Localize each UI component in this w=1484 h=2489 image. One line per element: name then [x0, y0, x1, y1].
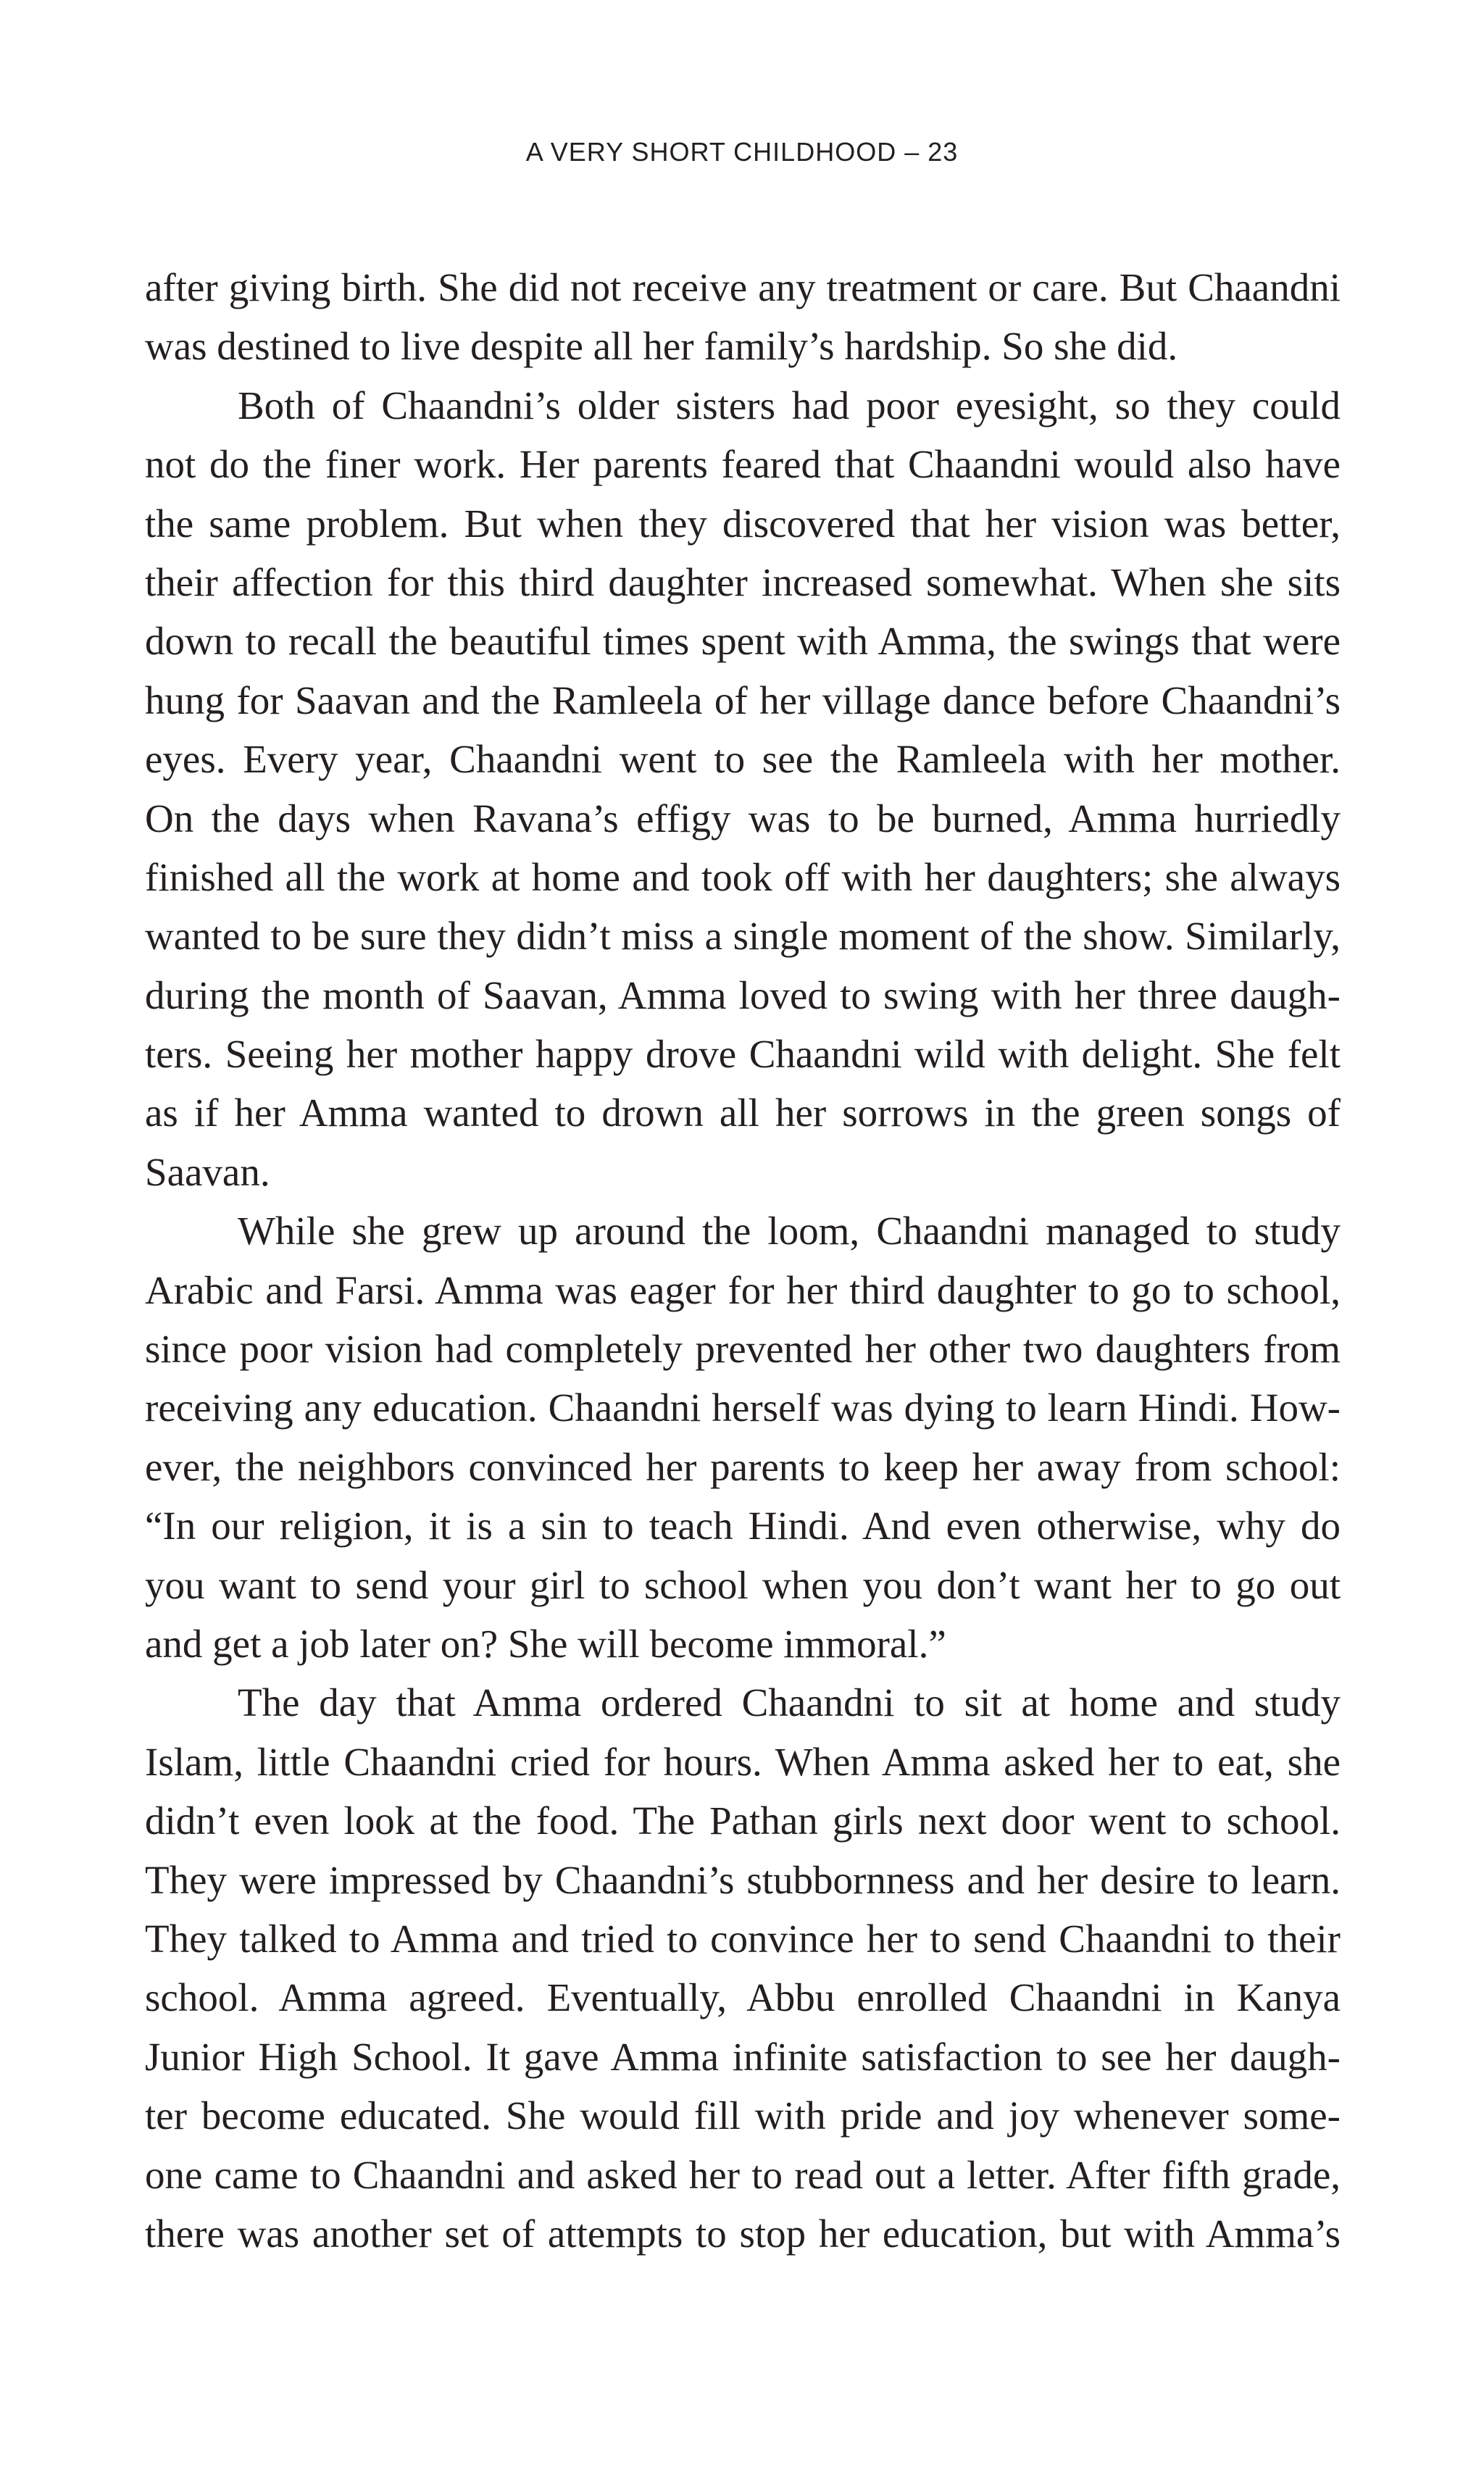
paragraph [145, 1673, 1341, 2263]
text-line: ever, the neighbors convinced her parents to keep her away from school: [145, 1444, 1341, 1489]
text-line: Junior High School. It gave Amma infinite satisfaction to see her daugh- [145, 2034, 1341, 2079]
text-line: didn’t even look at the food. The Pathan girls next door went to school. [145, 1798, 1341, 1843]
text-line: you want to send your girl to school when you don’t want her to go out [145, 1562, 1341, 1607]
text-line: hung for Saavan and the Ramleela of her village dance before Chaandni’s [145, 678, 1341, 722]
text-line: finished all the work at home and took off with her daughters; she always [145, 854, 1341, 899]
paragraph [145, 376, 1341, 1201]
text-line: On the days when Ravana’s effigy was to be burned, Amma hurriedly [145, 796, 1341, 841]
paragraph [145, 258, 1341, 376]
text-line: Islam, little Chaandni cried for hours. When Amma asked her to eat, she [145, 1739, 1341, 1784]
text-line: during the month of Saavan, Amma loved to swing with her three daugh- [145, 972, 1341, 1017]
text-line: wanted to be sure they didn’t miss a single moment of the show. Similarly, [145, 914, 1341, 959]
text-line: their affection for this third daughter increased somewhat. When she sits [145, 559, 1341, 604]
text-line: eyes. Every year, Chaandni went to see the Ramleela with her mother. [145, 737, 1341, 782]
text-line: down to recall the beautiful times spent with Amma, the swings that were [145, 619, 1341, 664]
text-line: They were impressed by Chaandni’s stubbornness and her desire to learn. [145, 1857, 1341, 1902]
text-line: Both of Chaandni’s older sisters had poor eyesight, so they could [238, 383, 1341, 428]
text-line: there was another set of attempts to stop her education, but with Amma’s [145, 2211, 1341, 2256]
text-line: “In our religion, it is a sin to teach Hindi. And even otherwise, why do [145, 1504, 1341, 1548]
text-line: since poor vision had completely prevented her other two daughters from [145, 1327, 1341, 1372]
text-line: and get a job later on? She will become immoral.” [145, 1621, 946, 1666]
text-line: ter become educated. She would fill with pride and joy whenever some- [145, 2093, 1341, 2138]
text-line: school. Amma agreed. Eventually, Abbu enrolled Chaandni in Kanya [145, 1975, 1341, 2020]
text-line: Arabic and Farsi. Amma was eager for her third daughter to go to school, [145, 1267, 1341, 1312]
text-line: While she grew up around the loom, Chaandni managed to study [238, 1209, 1341, 1254]
text-line: Saavan. [145, 1149, 270, 1194]
text-line: ters. Seeing her mother happy drove Chaandni wild with delight. She felt [145, 1032, 1341, 1077]
body-text [145, 258, 1341, 2263]
text-line: the same problem. But when they discovered that her vision was better, [145, 501, 1341, 546]
running-head: A VERY SHORT CHILDHOOD – 23 [525, 137, 959, 167]
text-line: after giving birth. She did not receive any treatment or care. But Chaandni [145, 265, 1341, 309]
text-line: They talked to Amma and tried to convince her to send Chaandni to their [145, 1916, 1341, 1961]
text-line: The day that Amma ordered Chaandni to sit at home and study [238, 1680, 1341, 1725]
paragraph [145, 1201, 1341, 1673]
text-line: as if her Amma wanted to drown all her sorrows in the green songs of [145, 1091, 1341, 1135]
text-line: not do the finer work. Her parents feared that Chaandni would also have [145, 442, 1341, 487]
text-line: receiving any education. Chaandni herself was dying to learn Hindi. How- [145, 1385, 1341, 1430]
text-line: was destined to live despite all her family’s hardship. So she did. [145, 324, 1178, 369]
text-line: one came to Chaandni and asked her to read out a letter. After fifth grade, [145, 2152, 1341, 2197]
